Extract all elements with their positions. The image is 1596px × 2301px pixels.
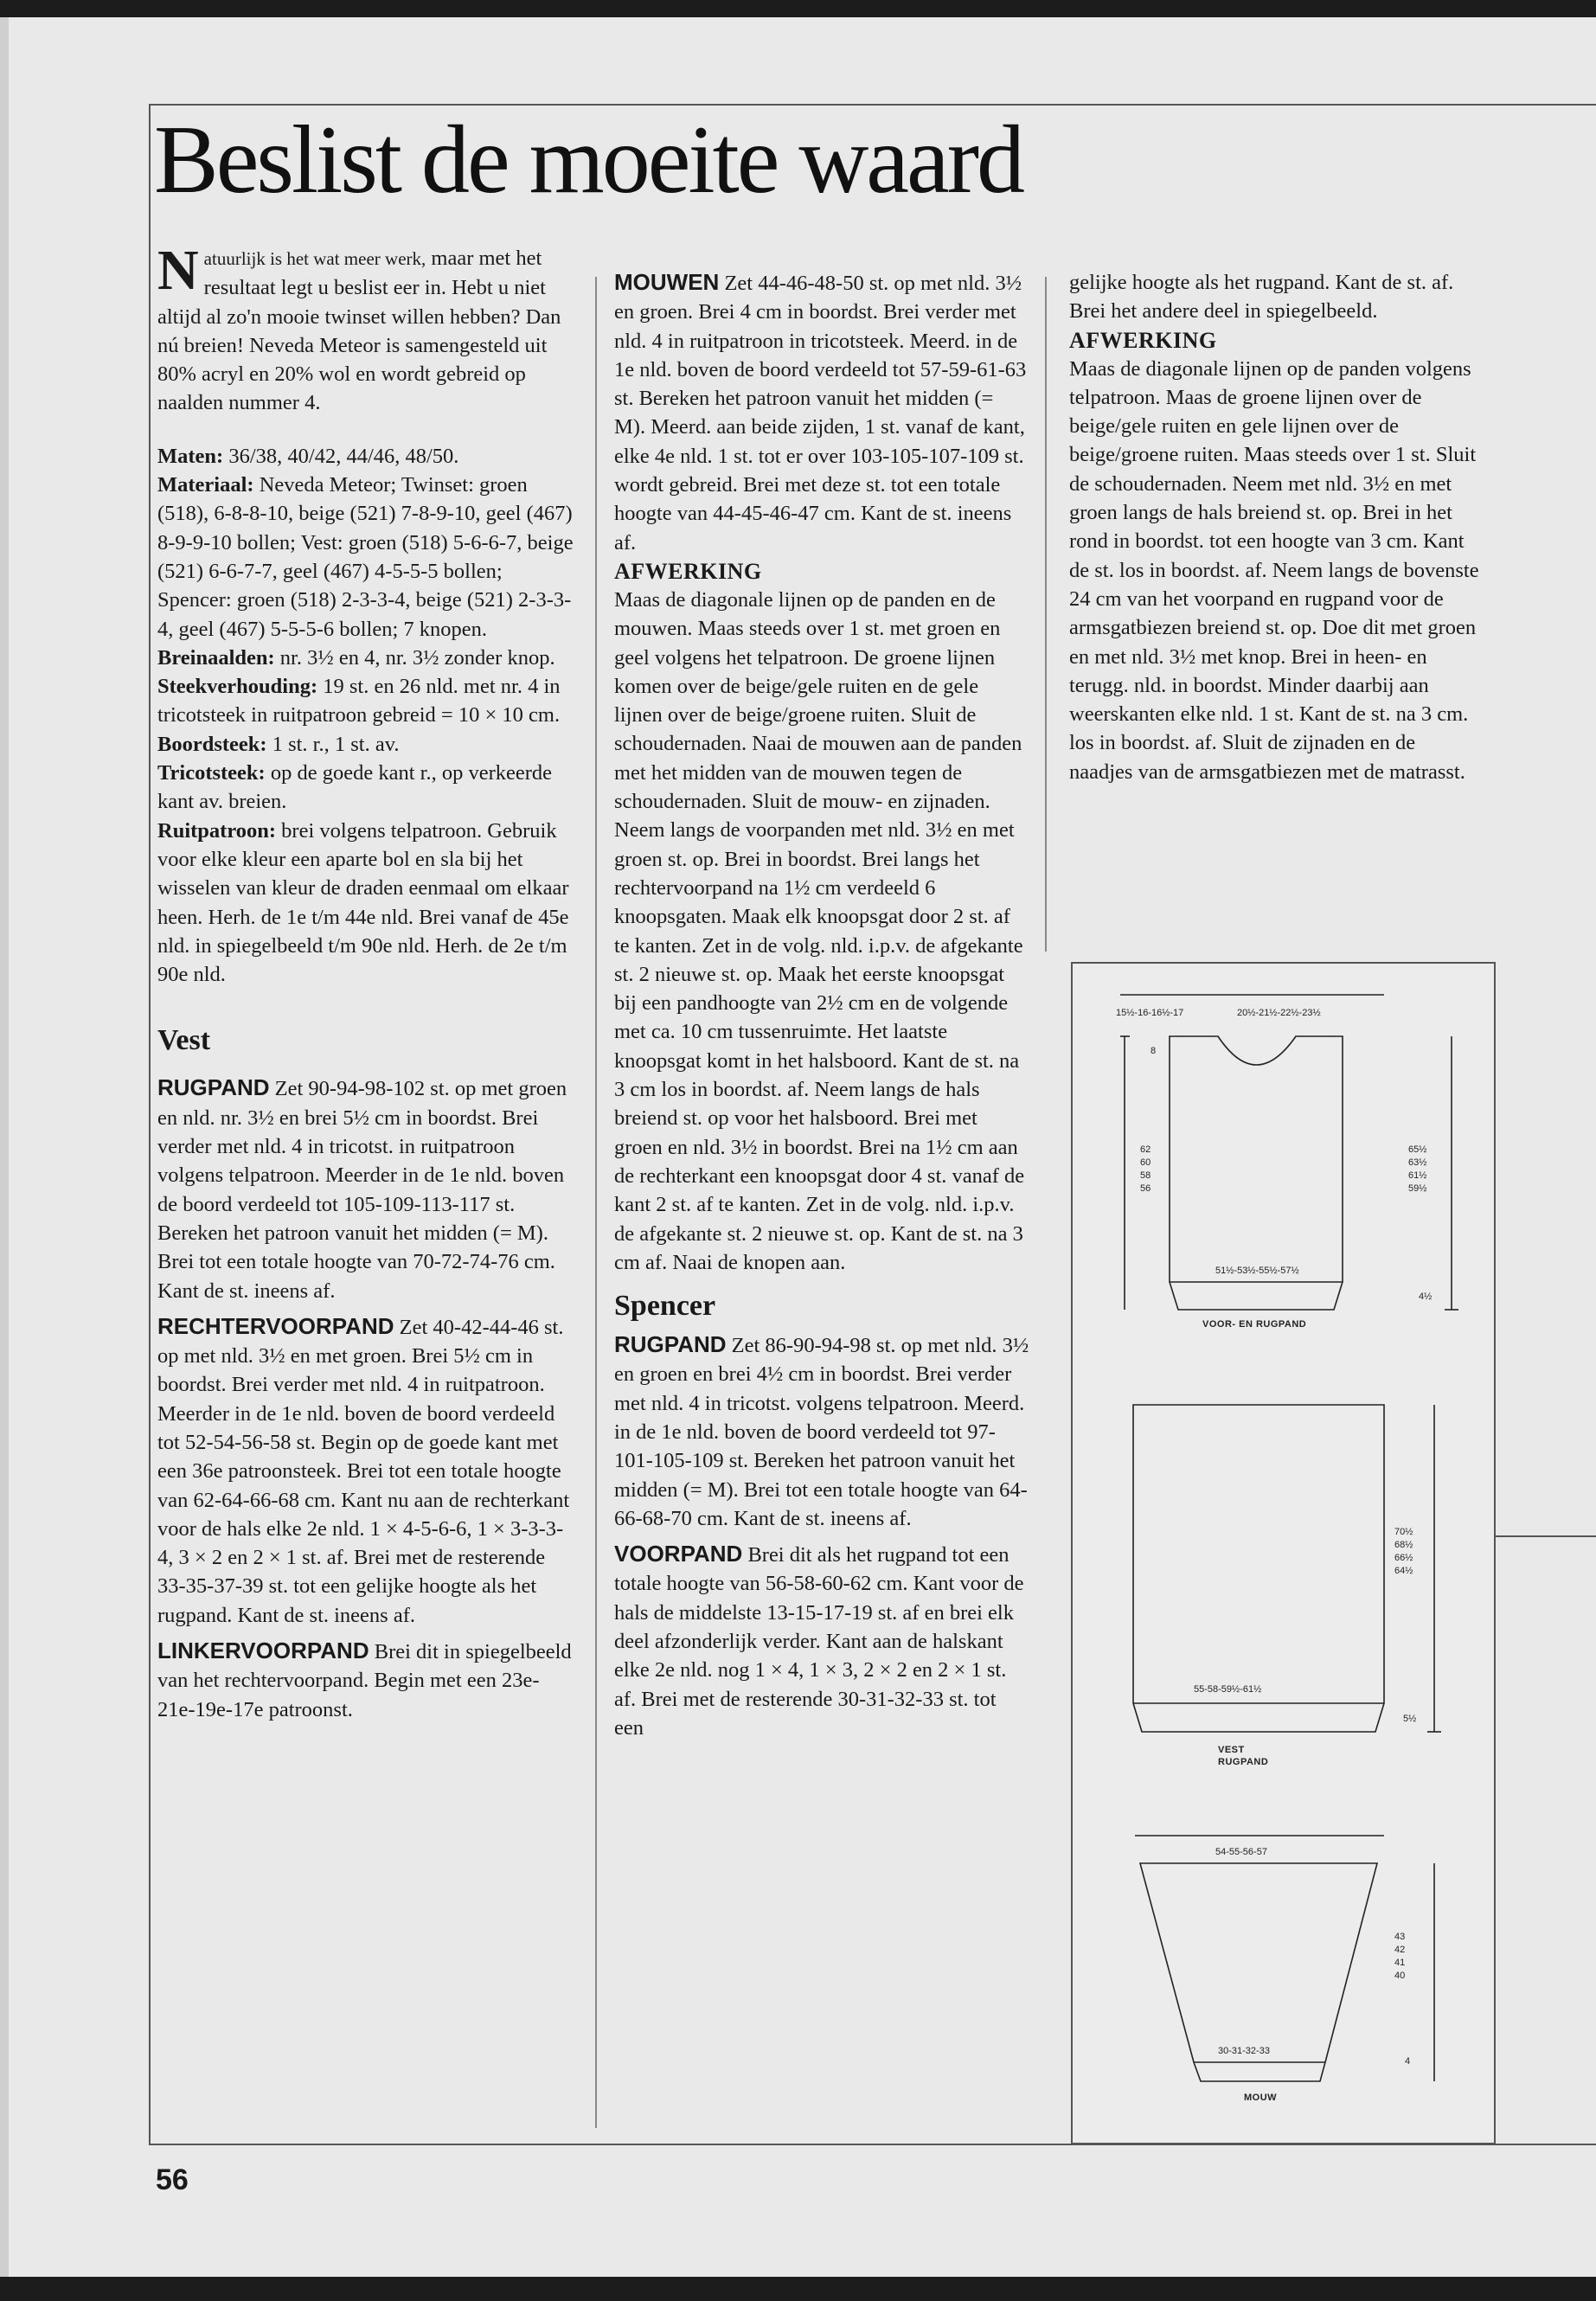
diagram-mouw	[1135, 1836, 1434, 2081]
d1-top-right-label: 20½-21½-22½-23½	[1237, 1008, 1321, 1018]
d2-h2: 68½	[1394, 1540, 1413, 1550]
d2-bottom-width: 55-58-59½-61½	[1194, 1684, 1262, 1695]
boordsteek-label: Boordsteek:	[157, 732, 267, 756]
d1-rib-label: 4½	[1419, 1292, 1433, 1302]
d1-right-h3: 61½	[1408, 1170, 1427, 1181]
d1-left-h2: 60	[1140, 1157, 1151, 1168]
d2-h1: 70½	[1394, 1527, 1413, 1537]
d2-h3: 66½	[1394, 1553, 1413, 1563]
spencer-rugpand-label: RUGPAND	[614, 1331, 727, 1358]
d2-rib-label: 5½	[1403, 1714, 1417, 1724]
page-title: Beslist de moeite waard	[154, 106, 1023, 214]
d3-rib-label: 4	[1405, 2056, 1411, 2067]
boordsteek-value: 1 st. r., 1 st. av.	[272, 732, 400, 756]
d3-bottom-width: 30-31-32-33	[1218, 2046, 1270, 2056]
column-divider-2	[1045, 277, 1047, 952]
vest-heading: Vest	[157, 1024, 211, 1057]
d3-h3: 41	[1394, 1958, 1406, 1968]
d2-caption-2: RUGPAND	[1218, 1757, 1269, 1767]
d1-right-h4: 59½	[1408, 1183, 1427, 1194]
spencer-rugpand-paragraph	[614, 1330, 1029, 1533]
tricotsteek-value: op de goede kant r., op verkeerde kant av. breien.	[157, 761, 553, 814]
column-divider-1	[595, 277, 597, 2128]
d3-h2: 42	[1394, 1945, 1406, 1955]
rugpand-text: Zet 90-94-98-102 st. op met groen en nld. nr. 3½ en brei 5½ cm in boordst. Brei verder met nld. 4 in tricotst. in ruitpatroon volgens telpatroon. Meerder in de 1e nld. boven de boord verdeeld tot 105-109-113-117 st. Bereken het patroon vanuit het midden (= M). Brei tot een totale hoogte van 70-72-74-76 cm. Kant de st. ineens af.	[157, 1077, 567, 1303]
vest-afwerking-heading: AFWERKING	[614, 558, 762, 584]
breinaalden-label: Breinaalden:	[157, 645, 275, 670]
materiaal-value: Neveda Meteor; Twinset: groen (518), 6-8-8-10, beige (521) 7-8-9-10, geel (467) 8-9-9-10 bollen; Vest: groen (518) 5-6-6-7, beige (521) 6-6-7-7, geel (467) 4-5-5-5 bollen; Spencer: groen (518) 2-3-3-4, beige (521) 2-3-3-4, geel (467) 5-5-5-6 bollen; 7 knopen.	[157, 473, 574, 641]
rugpand-label: RUGPAND	[157, 1074, 270, 1101]
spencer-voorpand-label: VOORPAND	[614, 1541, 743, 1567]
d1-top-left-label: 15½-16-16½-17	[1116, 1008, 1184, 1018]
steekverhouding-label: Steekverhouding:	[157, 675, 318, 699]
intro-lead: atuurlijk is het wat meer werk,	[203, 248, 426, 269]
pattern-diagrams	[1071, 962, 1496, 2144]
d1-caption: VOOR- EN RUGPAND	[1202, 1319, 1307, 1330]
spencer-rugpand-text: Zet 86-90-94-98 st. op met nld. 3½ en groen en brei 4½ cm in boordst. Brei verder met nld. 4 in tricotst. volgens telpatroon. Meerd. in de 1e nld. boven de boord verdeeld tot 97-101-105-109 st. Bereken het patroon vanuit het midden (= M). Brei tot een totale hoogte van 64-66-68-70 cm. Kant de st. ineens af.	[614, 1334, 1029, 1530]
linkervoorpand-label: LINKERVOORPAND	[157, 1638, 369, 1664]
vest-afwerking-text: Maas de diagonale lijnen op de panden en de mouwen. Maas steeds over 1 st. met groen en geel volgens het telpatroon. De groene lijnen komen over de beige/gele ruiten en de gele lijnen over de beige/groene ruiten. Sluit de schoudernaden. Naai de mouwen aan de panden met het midden van de mouwen tegen de schoudernaden. Sluit de mouw- en zijnaden. Neem langs de voorpanden met nld. 3½ en met groen st. op. Brei in boordst. Brei langs het rechtervoorpand na 1½ cm verdeeld 6 knoopsgaten. Maak elk knoopsgat door 2 st. af te kanten. Zet in de volg. nld. i.p.v. de afgekante st. 2 nieuwe st. op. Maak het eerste knoopsgat bij een pandhoogte van 2½ cm en de volgende met ca. 10 cm tussenruimte. Het laatste knoopsgat komt in het halsboord. Kant de st. na 3 cm los in boordst. af. Neem langs de hals breiend st. op voor het halsboord. Brei met groen en nld. 3½ in boordst. Brei na 1½ cm aan de rechterkant een knoopsgat door 4 st. vanaf de kant 2 st. af te kanten. Zet in de volg. nld. i.p.v. de afgekante st. 2 nieuwe st. op. Kant de st. na 3 cm af. Naai de knopen aan.	[614, 587, 1025, 1274]
d1-neck-label: 8	[1151, 1046, 1157, 1056]
mouwen-label: MOUWEN	[614, 269, 720, 295]
column-3	[1069, 268, 1483, 786]
top-scan-border	[0, 0, 1596, 17]
maten-label: Maten:	[157, 444, 224, 468]
d1-left-h4: 56	[1140, 1183, 1151, 1194]
linkervoorpand-text: Brei dit in spiegelbeeld van het rechtervoorpand. Begin met een 23e-21e-19e-17e patroonst.	[157, 1640, 572, 1721]
d1-bottom-width: 51½-53½-55½-57½	[1215, 1266, 1299, 1276]
rechtervoorpand-paragraph	[157, 1312, 574, 1630]
spencer-cont-text: gelijke hoogte als het rugpand. Kant de st. af. Brei het andere deel in spiegelbeeld.	[1069, 271, 1454, 324]
linkervoorpand-paragraph	[157, 1637, 574, 1724]
page-number: 56	[156, 2163, 189, 2196]
d3-top-width: 54-55-56-57	[1215, 1847, 1267, 1857]
spencer-voorpand-text: Brei dit als het rugpand tot een totale hoogte van 56-58-60-62 cm. Kant voor de hals de middelste 13-15-17-19 st. af en brei elk deel afzonderlijk verder. Kant aan de halskant elke 2e nld. nog 1 × 4, 1 × 3, 2 × 2 en 2 × 1 st. af. Brei met de resterende 30-31-32-33 st. tot een	[614, 1543, 1024, 1740]
d2-body-outline	[1133, 1405, 1384, 1732]
breinaalden-value: nr. 3½ en 4, nr. 3½ zonder knop.	[279, 645, 555, 670]
materiaal-label: Materiaal:	[157, 473, 254, 497]
drop-cap: N	[157, 239, 199, 302]
spencer-afwerking-text: Maas de diagonale lijnen op de panden volgens telpatroon. Maas de groene lijnen over de beige/gele ruiten en gele lijnen over de beige/groene ruiten. Maas steeds over 1 st. Sluit de schoudernaden. Neem met nld. 3½ en met groen langs de hals breiend st. op. Brei in het rond in boordst. tot een hoogte van 3 cm. Kant de st. los in boordst. af. Neem langs de bovenste 24 cm van het voorpand en rugpand voor de armsgatbiezen breiend st. op. Doe dit met groen en met nld. 3½ met knop. Brei in heen- en terugg. nld. in boordst. Minder daarbij aan weerskanten elke nld. 1 st. Kant de st. na 3 cm. los in boordst. af. Sluit de zijnaden en de naadjes van de armsgatbiezen met de matrasst.	[1069, 356, 1479, 784]
mouwen-text: Zet 44-46-48-50 st. op met nld. 3½ en groen. Brei 4 cm in boordst. Brei verder met nld. 4 in ruitpatroon in tricotsteek. Meerd. in de 1e nld. boven de boord verdeeld tot 57-59-61-63 st. Bereken het patroon vanuit het midden (= M). Meerd. aan beide zijden, 1 st. vanaf de kant, elke 4e nld. 1 st. tot er over 103-105-107-109 st. wordt gebreid. Brei met deze st. tot een totale hoogte van 44-45-46-47 cm. Kant de st. ineens af.	[614, 272, 1027, 554]
spencer-heading: Spencer	[614, 1290, 716, 1323]
mouwen-paragraph	[614, 268, 1029, 557]
schematic-drawings	[1073, 964, 1494, 2143]
ruitpatroon-label: Ruitpatroon:	[157, 818, 277, 843]
maten-value: 36/38, 40/42, 44/46, 48/50.	[228, 444, 459, 468]
bottom-scan-border	[0, 2277, 1596, 2301]
intro-text: maar met het resultaat legt u beslist eer in. Hebt u niet altijd al zo'n mooie twinset willen hebben? Dan nú breien! Neveda Meteor is samengesteld uit 80% acryl en 20% wol en wordt gebreid op naalden nummer 4.	[157, 247, 561, 415]
d1-right-h2: 63½	[1408, 1157, 1427, 1168]
d3-h4: 40	[1394, 1971, 1406, 1981]
steekverhouding-value: 19 st. en 26 nld. met nr. 4 in tricotsteek in ruitpatroon gebreid = 10 × 10 cm.	[157, 675, 561, 727]
left-frame-rule	[149, 104, 151, 2145]
d1-right-h1: 65½	[1408, 1144, 1427, 1155]
intro-paragraph	[157, 239, 574, 418]
vest-rugpand-paragraph	[157, 1074, 574, 1304]
rechtervoorpand-label: RECHTERVOORPAND	[157, 1312, 394, 1339]
ruitpatroon-value: brei volgens telpatroon. Gebruik voor elke kleur een aparte bol en sla bij het wisselen van kleur de draden eenmaal om elkaar heen. Herh. de 1e t/m 44e nld. Brei vanaf de 45e nld. in spiegelbeeld t/m 90e nld. Herh. de 2e t/m 90e nld.	[157, 818, 569, 987]
column-1	[157, 239, 574, 1724]
rechtervoorpand-text: Zet 40-42-44-46 st. op met nld. 3½ en met groen. Brei 5½ cm in boordst. Brei verder met nld. 4 in ruitpatroon. Meerder in de 1e nld. boven de boord verdeeld tot 52-54-56-58 st. Begin op de goede kant met een 36e patroonsteek. Brei tot een totale hoogte van 62-64-66-68 cm. Kant nu aan de rechterkant voor de hals elke 2e nld. 1 × 4-5-6-6, 1 × 3-3-3-4, 3 × 2 en 2 × 1 st. af. Brei met de resterende 33-35-37-39 st. tot een gelijke hoogte als het rugpand. Kant de st. ineens af.	[157, 1315, 570, 1627]
tricotsteek-label: Tricotsteek:	[157, 761, 266, 785]
d3-h1: 43	[1394, 1932, 1406, 1942]
left-scan-edge	[0, 17, 9, 2277]
spencer-voorpand-paragraph	[614, 1540, 1029, 1742]
d2-caption-1: VEST	[1218, 1745, 1245, 1755]
d1-left-h3: 58	[1140, 1170, 1151, 1181]
column-2	[614, 268, 1029, 1742]
spencer-afwerking-heading: AFWERKING	[1069, 327, 1217, 353]
d2-h4: 64½	[1394, 1566, 1413, 1576]
maten-paragraph	[157, 442, 574, 990]
d3-caption: MOUW	[1244, 2093, 1278, 2103]
d1-left-h1: 62	[1140, 1144, 1151, 1155]
right-frame-rule	[1494, 1535, 1596, 1537]
